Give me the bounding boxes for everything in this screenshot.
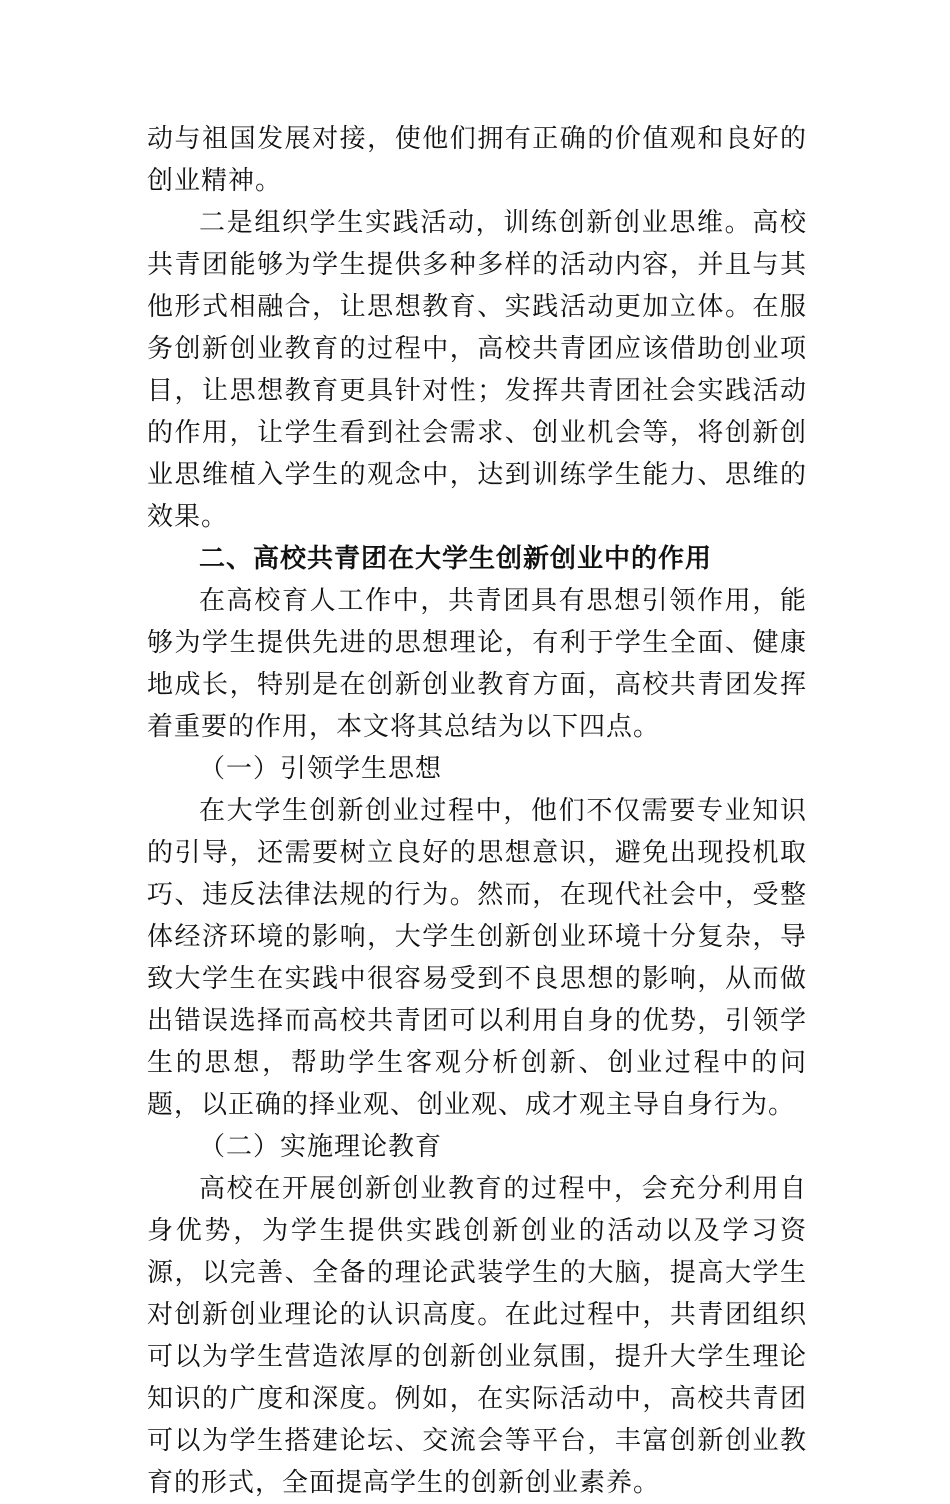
- document-page: [147, 118, 807, 1504]
- paragraph-continued: 动与祖国发展对接，使他们拥有正确的价值观和良好的创业精神。: [147, 124, 807, 196]
- paragraph-guide-thought: 在大学生创新创业过程中，他们不仅需要专业知识的引导，还需要树立良好的思想意识，避免出现投机取巧、违反法律法规的行为。然而，在现代社会中，受整体经济环境的影响，大学生创新创业环境十分复杂，导致大学生在实践中很容易受到不良思想的影响，从而做出错误选择而高校共青团可以利用自身的优势，引领学生的思想，帮助学生客观分析创新、创业过程中的问题，以正确的择业观、创业观、成才观主导自身行为。: [147, 796, 807, 1120]
- paragraph-theory-education: 高校在开展创新创业教育的过程中，会充分利用自身优势，为学生提供实践创新创业的活动以及学习资源，以完善、全备的理论武装学生的大脑，提高大学生对创新创业理论的认识高度。在此过程中，共青团组织可以为学生营造浓厚的创新创业氛围，提升大学生理论知识的广度和深度。例如，在实际活动中，高校共青团可以为学生搭建论坛、交流会等平台，丰富创新创业教育的形式，全面提高学生的创新创业素养。: [147, 1174, 807, 1498]
- paragraph-practice-activities: 二是组织学生实践活动，训练创新创业思维。高校共青团能够为学生提供多种多样的活动内容，并且与其他形式相融合，让思想教育、实践活动更加立体。在服务创新创业教育的过程中，高校共青团应该借助创业项目，让思想教育更具针对性；发挥共青团社会实践活动的作用，让学生看到社会需求、创业机会等，将创新创业思维植入学生的观念中，达到训练学生能力、思维的效果。: [147, 208, 807, 532]
- subheading-2: （二）实施理论教育: [199, 1132, 443, 1162]
- paragraph-section-intro: 在高校育人工作中，共青团具有思想引领作用，能够为学生提供先进的思想理论，有利于学生全面、健康地成长，特别是在创新创业教育方面，高校共青团发挥着重要的作用，本文将其总结为以下四点。: [147, 586, 807, 742]
- section-heading-2: 二、高校共青团在大学生创新创业中的作用: [199, 544, 713, 574]
- subheading-1: （一）引领学生思想: [199, 754, 443, 784]
